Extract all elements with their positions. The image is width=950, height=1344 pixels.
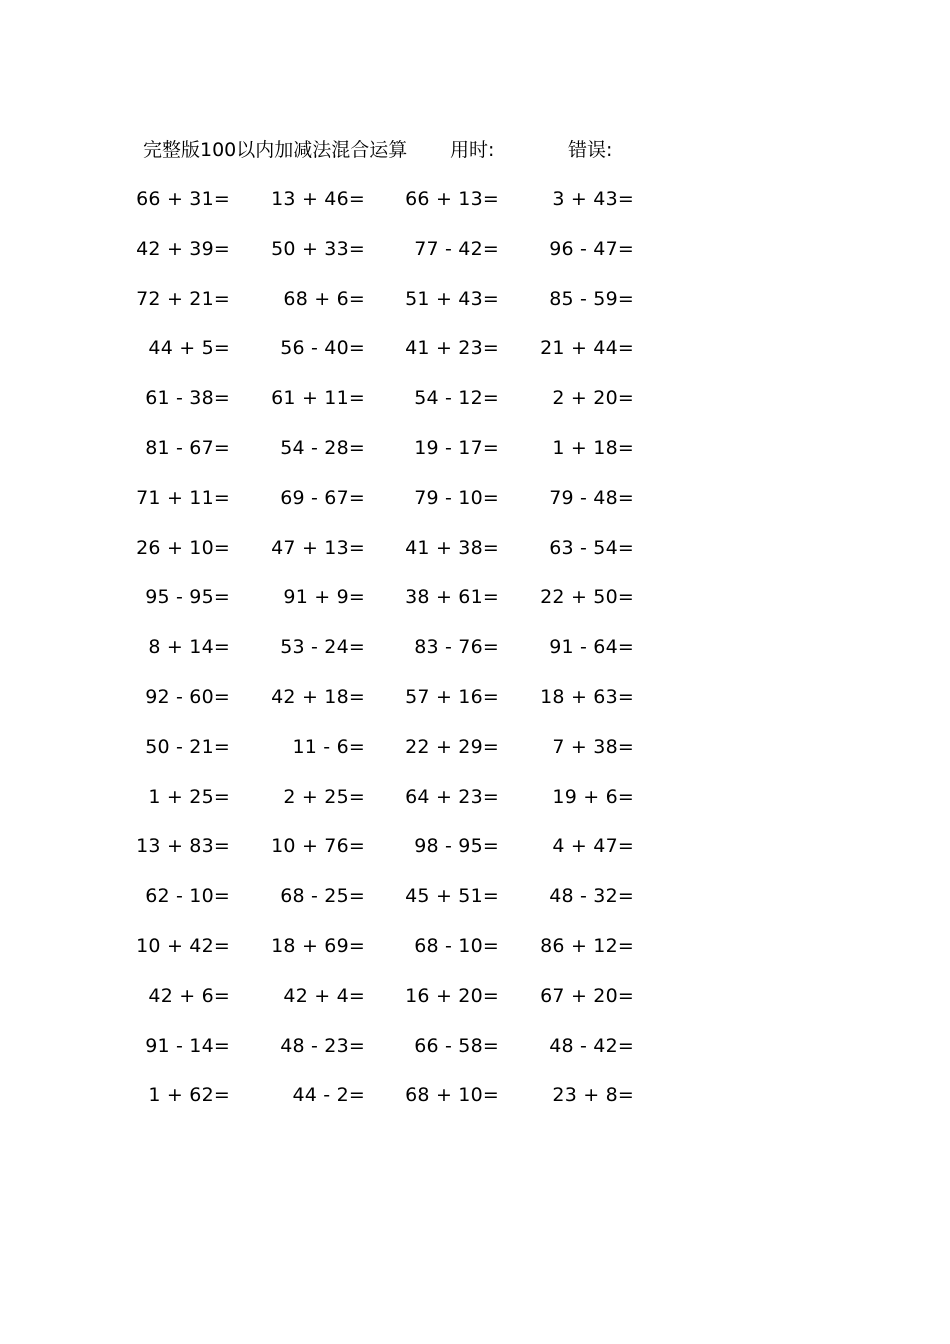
- math-problem: 79 - 48=: [549, 487, 634, 509]
- time-used-label: 用时:: [450, 139, 495, 161]
- math-problem: 42 + 39=: [136, 238, 230, 260]
- math-problem: 67 + 20=: [540, 985, 634, 1007]
- math-problem: 54 - 12=: [414, 387, 499, 409]
- math-problem: 53 - 24=: [280, 636, 365, 658]
- math-problem: 61 + 11=: [271, 387, 365, 409]
- math-problem: 41 + 38=: [405, 537, 499, 559]
- error-count-label: 错误:: [568, 139, 613, 161]
- math-problem: 11 - 6=: [292, 736, 365, 758]
- math-problem: 68 - 10=: [414, 935, 499, 957]
- math-problem: 26 + 10=: [136, 537, 230, 559]
- math-problem: 44 - 2=: [292, 1084, 365, 1106]
- math-problem: 57 + 16=: [405, 686, 499, 708]
- math-problem: 54 - 28=: [280, 437, 365, 459]
- math-problem: 10 + 76=: [271, 835, 365, 857]
- math-problem: 10 + 42=: [136, 935, 230, 957]
- math-problem: 47 + 13=: [271, 537, 365, 559]
- math-problem: 66 - 58=: [414, 1035, 499, 1057]
- math-problem: 3 + 43=: [552, 188, 634, 210]
- math-problem: 42 + 4=: [283, 985, 365, 1007]
- math-problem: 71 + 11=: [136, 487, 230, 509]
- math-problem: 19 - 17=: [414, 437, 499, 459]
- math-problem: 13 + 46=: [271, 188, 365, 210]
- math-problem: 8 + 14=: [148, 636, 230, 658]
- math-problem: 48 - 23=: [280, 1035, 365, 1057]
- math-problem: 50 - 21=: [145, 736, 230, 758]
- math-problem: 2 + 20=: [552, 387, 634, 409]
- math-problem: 42 + 6=: [148, 985, 230, 1007]
- math-problem: 62 - 10=: [145, 885, 230, 907]
- math-problem: 66 + 13=: [405, 188, 499, 210]
- math-problem: 16 + 20=: [405, 985, 499, 1007]
- math-problem: 91 + 9=: [283, 586, 365, 608]
- math-problem: 21 + 44=: [540, 337, 634, 359]
- math-problem: 98 - 95=: [414, 835, 499, 857]
- math-problem: 68 + 6=: [283, 288, 365, 310]
- math-problem: 85 - 59=: [549, 288, 634, 310]
- math-problem: 18 + 69=: [271, 935, 365, 957]
- math-problem: 45 + 51=: [405, 885, 499, 907]
- math-problem: 83 - 76=: [414, 636, 499, 658]
- math-problem: 2 + 25=: [283, 786, 365, 808]
- math-problem: 91 - 14=: [145, 1035, 230, 1057]
- math-problem: 48 - 42=: [549, 1035, 634, 1057]
- math-problem: 91 - 64=: [549, 636, 634, 658]
- math-problem: 77 - 42=: [414, 238, 499, 260]
- math-problem: 13 + 83=: [136, 835, 230, 857]
- math-problem: 19 + 6=: [552, 786, 634, 808]
- math-problem: 23 + 8=: [552, 1084, 634, 1106]
- math-problem: 50 + 33=: [271, 238, 365, 260]
- math-problem: 42 + 18=: [271, 686, 365, 708]
- worksheet-header: [0, 137, 950, 163]
- worksheet-title: 完整版100以内加减法混合运算: [143, 139, 408, 161]
- math-problem: 63 - 54=: [549, 537, 634, 559]
- math-problem: 7 + 38=: [552, 736, 634, 758]
- math-problem: 68 - 25=: [280, 885, 365, 907]
- math-problem: 18 + 63=: [540, 686, 634, 708]
- math-problem: 92 - 60=: [145, 686, 230, 708]
- math-problem: 1 + 62=: [148, 1084, 230, 1106]
- math-problem: 4 + 47=: [552, 835, 634, 857]
- math-problem: 66 + 31=: [136, 188, 230, 210]
- math-problem: 61 - 38=: [145, 387, 230, 409]
- math-problem: 1 + 25=: [148, 786, 230, 808]
- math-problem: 79 - 10=: [414, 487, 499, 509]
- math-problem: 22 + 50=: [540, 586, 634, 608]
- math-problem: 68 + 10=: [405, 1084, 499, 1106]
- math-problem: 56 - 40=: [280, 337, 365, 359]
- math-problem: 44 + 5=: [148, 337, 230, 359]
- math-problem: 41 + 23=: [405, 337, 499, 359]
- math-problem: 22 + 29=: [405, 736, 499, 758]
- math-problem: 81 - 67=: [145, 437, 230, 459]
- math-problem: 95 - 95=: [145, 586, 230, 608]
- math-problem: 51 + 43=: [405, 288, 499, 310]
- math-problem: 69 - 67=: [280, 487, 365, 509]
- math-problem: 48 - 32=: [549, 885, 634, 907]
- math-problem: 38 + 61=: [405, 586, 499, 608]
- math-problem: 96 - 47=: [549, 238, 634, 260]
- math-problem: 72 + 21=: [136, 288, 230, 310]
- math-problem: 1 + 18=: [552, 437, 634, 459]
- math-problem: 86 + 12=: [540, 935, 634, 957]
- math-problem: 64 + 23=: [405, 786, 499, 808]
